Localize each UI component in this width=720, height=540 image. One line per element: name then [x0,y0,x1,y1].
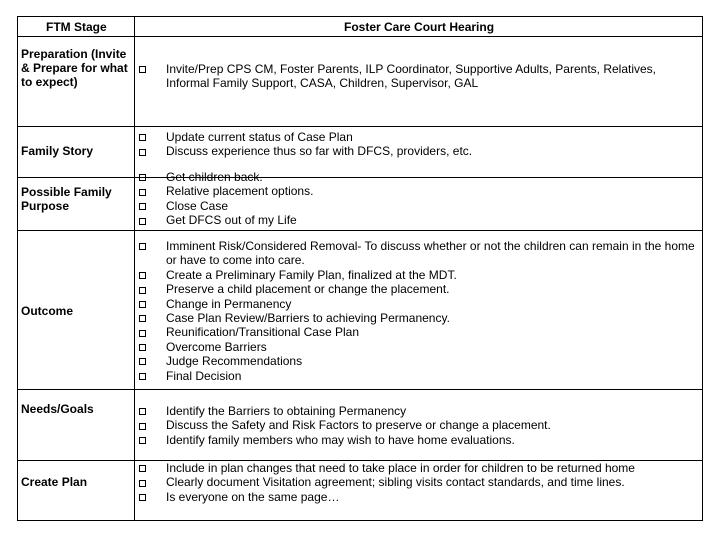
table-row-preparation [18,37,702,127]
list-item: Overcome Barriers [166,339,267,354]
ftm-table [17,16,703,521]
header-row [18,17,702,37]
table-row-outcome [18,231,702,390]
list-item: Imminent Risk/Considered Removal- To discuss whether or not the children can remain in the home or have to come into care. [166,239,695,268]
stage-needs-goals: Needs/Goals [21,402,94,416]
list-item: Discuss experience thus so far with DFCS, providers, etc. [166,144,473,159]
item-list [166,62,702,91]
bullet-list [139,170,146,228]
bullet-list [139,461,146,504]
list-item: Get children back. [166,170,263,184]
list-item: Close Case [166,198,229,213]
list-item: Update current status of Case Plan [166,130,353,144]
list-item: Reunification/Transitional Case Plan [166,325,359,340]
item-list [166,461,702,504]
header-ftm-stage: FTM Stage [46,20,107,34]
list-item: Judge Recommendations [166,354,303,369]
list-item: Change in Permanency [166,296,292,311]
table-row-needs-goals [18,390,702,461]
list-item: Preserve a child placement or change the placement. [166,282,450,297]
list-item: Clearly document Visitation agreement; sibling visits contact standards, and time lines. [166,475,625,490]
bullet-list [139,62,146,76]
stage-outcome: Outcome [21,304,74,318]
list-item: Include in plan changes that need to take place in order for children to be returned home [166,461,635,475]
bullet-list [139,404,146,447]
item-list [166,404,702,447]
header-court-hearing: Foster Care Court Hearing [344,20,495,34]
table-row-family-purpose [18,170,702,231]
list-item: Discuss the Safety and Risk Factors to preserve or change a placement. [166,418,551,433]
list-item: Relative placement options. [166,184,314,199]
bullet-list [139,239,146,383]
list-item: Identify the Barriers to obtaining Permanency [166,404,407,418]
stage-family-story: Family Story [21,144,94,158]
table-row-create-plan [18,461,702,520]
list-item: Is everyone on the same page… [166,489,340,504]
list-item: Create a Preliminary Family Plan, finalized at the MDT. [166,267,457,282]
stage-family-purpose: Possible Family Purpose [21,185,112,213]
list-item: Invite/Prep CPS CM, Foster Parents, ILP Coordinator, Supportive Adults, Parents, Relatives, Informal Family Support, CASA, Children, Supervisor, GAL [166,62,657,91]
list-item: Case Plan Review/Barriers to achieving Permanency. [166,311,450,326]
item-list [166,170,702,228]
item-list [166,239,702,383]
item-list [166,130,702,159]
stage-create-plan: Create Plan [21,475,88,489]
list-item: Get DFCS out of my Life [166,213,297,228]
list-item: Identify family members who may wish to have home evaluations. [166,432,515,447]
stage-preparation: Preparation (Invite & Prepare for what to expect) [21,47,128,89]
list-item: Final Decision [166,368,242,383]
bullet-list [139,130,146,159]
